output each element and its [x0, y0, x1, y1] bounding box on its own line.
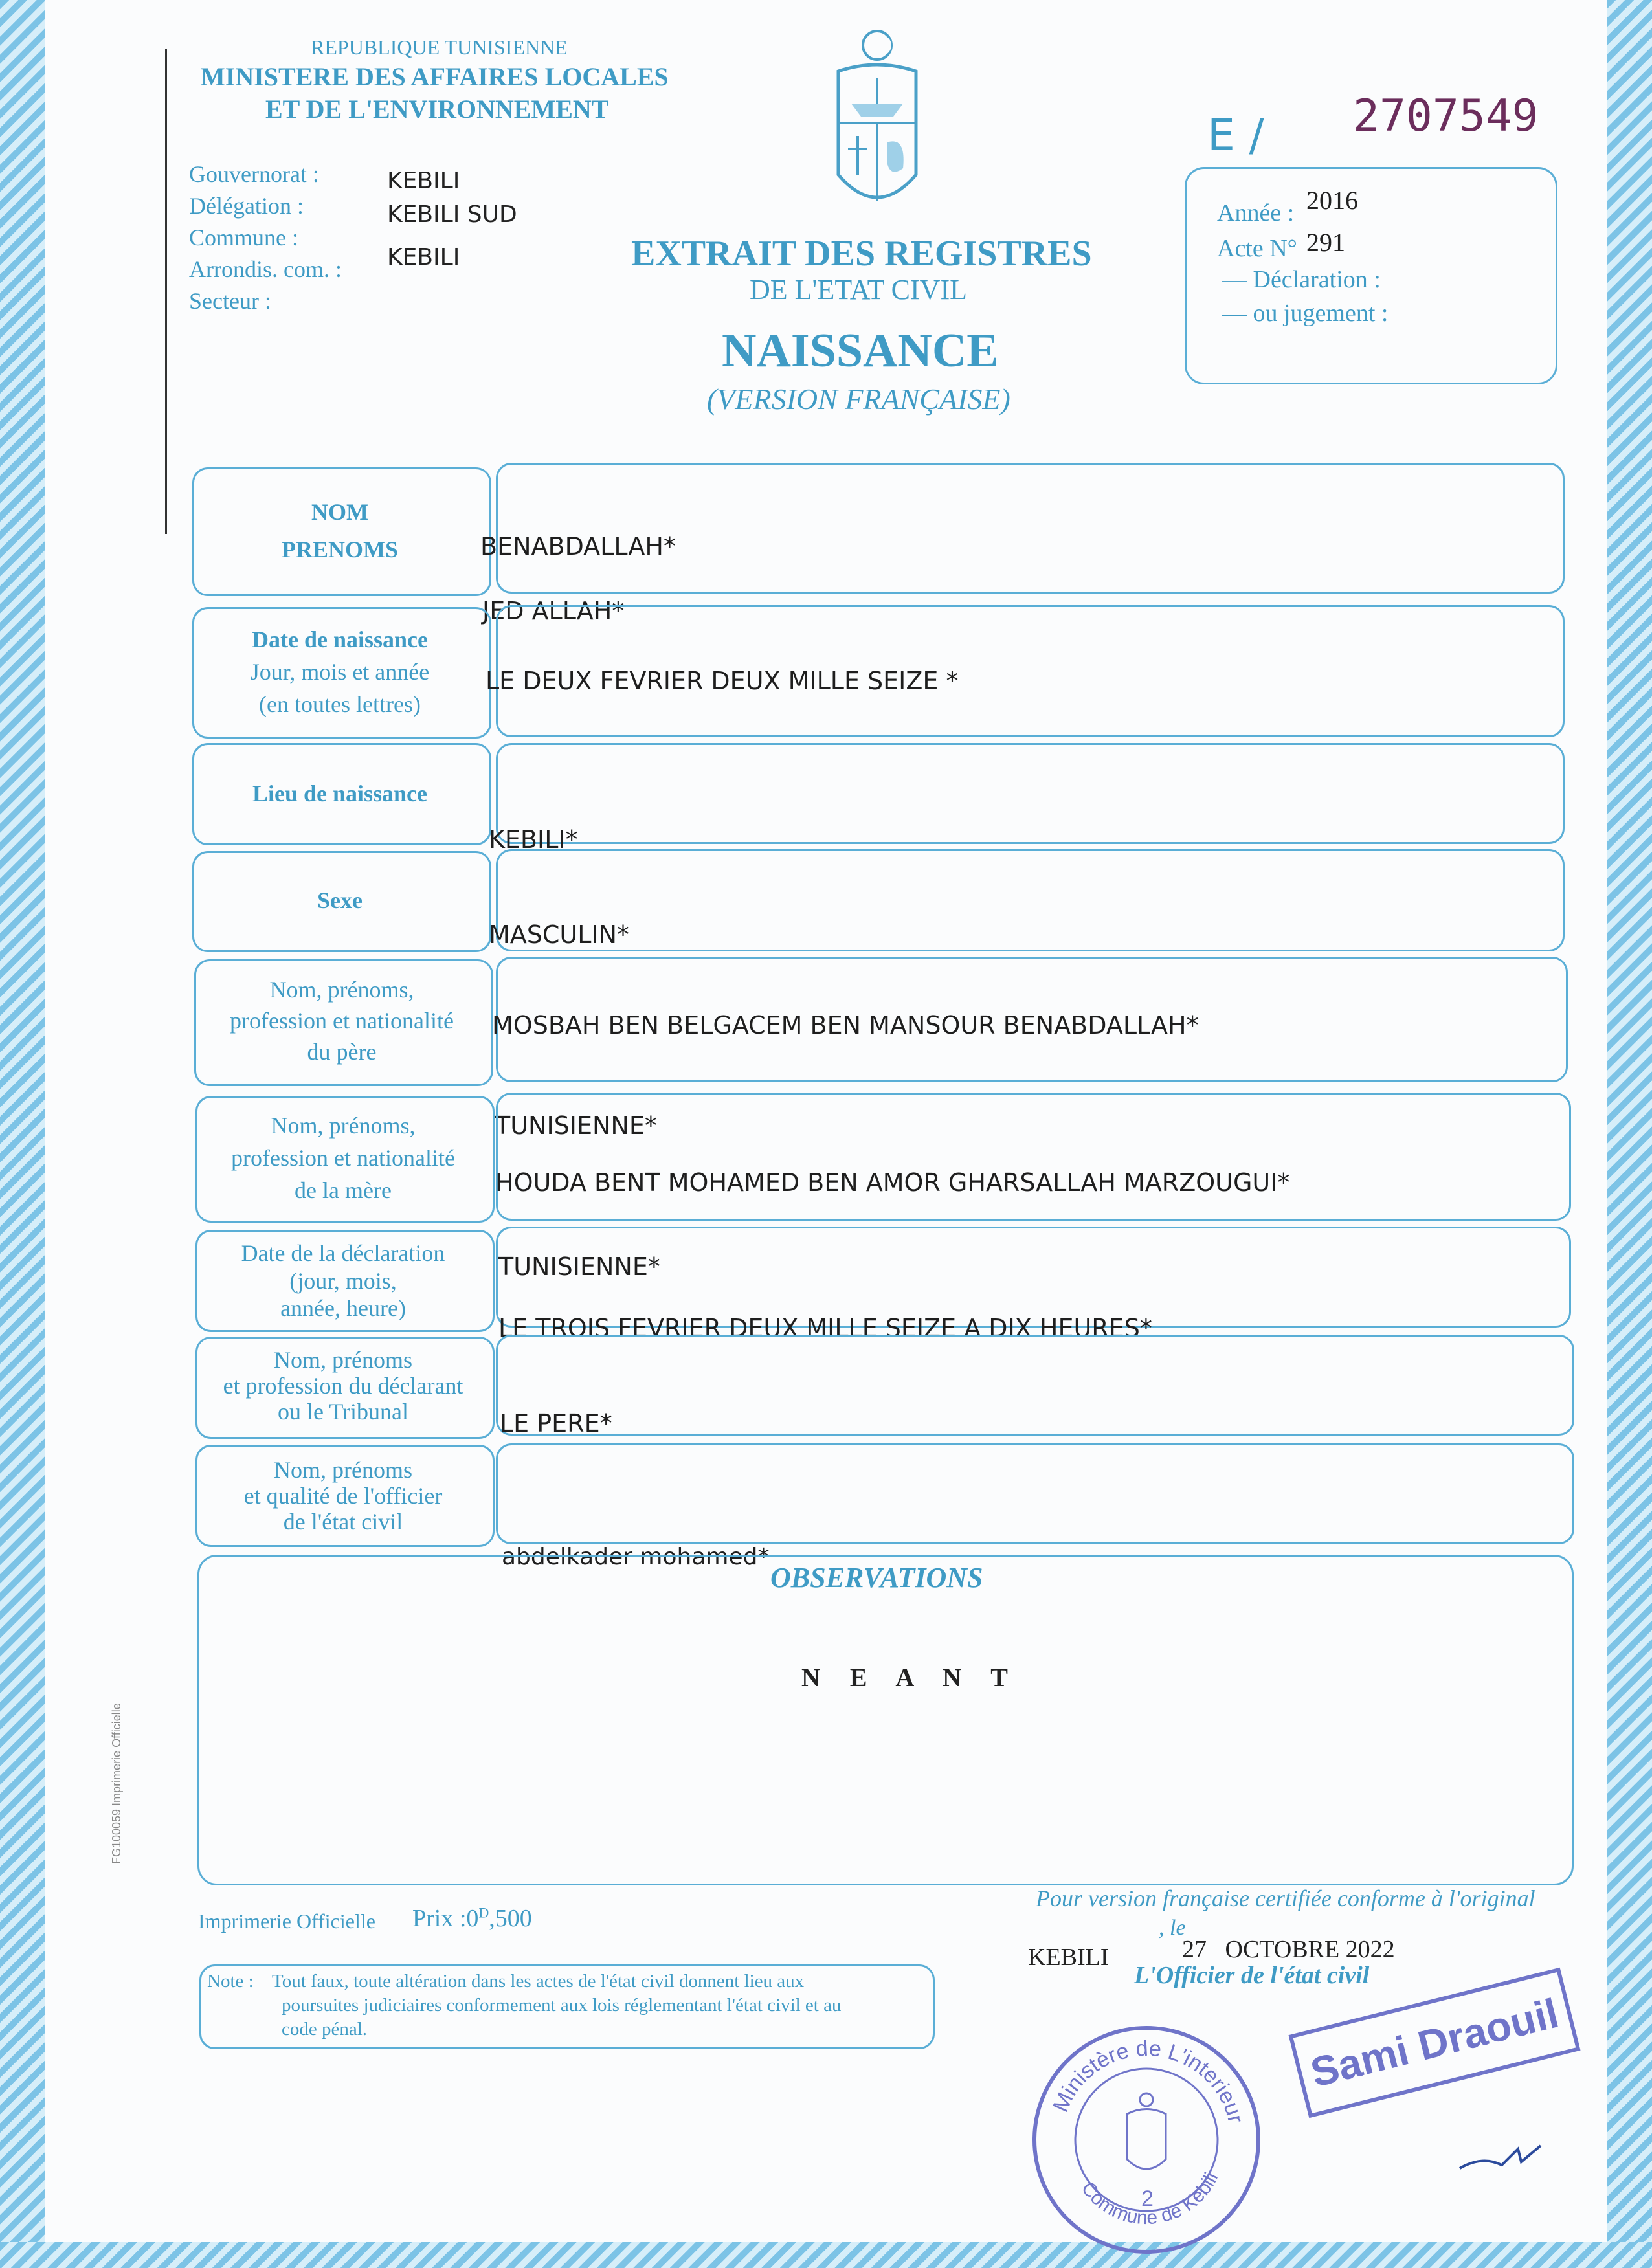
pere-nationalite: TUNISIENNE* — [495, 1111, 657, 1140]
officer-name-stamp — [1288, 1968, 1580, 2118]
serial-prefix: E / — [1207, 110, 1264, 161]
pere-label-3: du père — [307, 1039, 377, 1065]
header-divider-line — [165, 49, 167, 534]
certification-text: Pour version française certifiée conforme à l'original — [1036, 1885, 1535, 1911]
ministry-line2: ET DE L'ENVIRONNEMENT — [265, 94, 609, 124]
officier-label-1: Nom, prénoms — [274, 1457, 412, 1483]
observations-value: N E A N T — [801, 1663, 1020, 1692]
nom-value: BENABDALLAH* — [480, 532, 676, 561]
dob-value: LE DEUX FEVRIER DEUX MILLE SEIZE * — [486, 667, 959, 695]
handwritten-signature — [1457, 2129, 1554, 2181]
sexe-label: Sexe — [317, 887, 363, 913]
commune-label: Commune : — [189, 225, 298, 250]
mere-label-1: Nom, prénoms, — [271, 1113, 416, 1139]
arrondis-label: Arrondis. com. : — [189, 256, 342, 282]
dob-label-3: (en toutes lettres) — [259, 691, 421, 717]
observations-box — [197, 1555, 1574, 1885]
annee-label: Année : — [1217, 199, 1295, 227]
date-le-label: , le — [1159, 1916, 1186, 1940]
nom-value-box — [496, 463, 1565, 594]
imprimerie-label: Imprimerie Officielle — [198, 1909, 375, 1933]
decorative-border-left — [0, 0, 45, 2268]
officer-name-stamp-text: Sami Draouil — [1306, 1989, 1563, 2096]
republic-label: REPUBLIQUE TUNISIENNE — [311, 36, 568, 59]
declaration-date-label-3: année, heure) — [280, 1295, 406, 1321]
declaration-date-label-2: (jour, mois, — [289, 1268, 397, 1294]
prenoms-label: PRENOMS — [282, 537, 398, 562]
prix-end: ,500 — [489, 1905, 532, 1932]
lieu-value-box — [496, 743, 1565, 844]
title-line2: DE L'ETAT CIVIL — [750, 274, 967, 306]
serial-number: 2707549 — [1353, 91, 1539, 142]
declarant-value: LE PERE* — [500, 1409, 612, 1438]
officier-label-3: de l'état civil — [283, 1509, 403, 1535]
seal-bottom-text: Commune de Kebili — [1077, 2169, 1223, 2229]
note-text-3: code pénal. — [282, 2019, 368, 2040]
prix-superscript: D — [478, 1904, 489, 1921]
pere-label-1: Nom, prénoms, — [269, 977, 414, 1003]
side-printer-code: FG100059 Imprimerie Officielle — [110, 1703, 123, 1864]
gouvernorat-value: KEBILI — [387, 168, 460, 194]
mere-label-3: de la mère — [295, 1177, 392, 1203]
officier-label-2: et qualité de l'officier — [243, 1483, 443, 1509]
officier-value-box — [496, 1443, 1574, 1544]
annee-value: 2016 — [1306, 186, 1358, 215]
seal-top-text: Ministère de L'interieur — [1048, 2036, 1249, 2126]
issue-date: 27 OCTOBRE 2022 — [1182, 1936, 1395, 1963]
decorative-border-right — [1607, 0, 1652, 2268]
observations-label: OBSERVATIONS — [770, 1562, 983, 1594]
title-naissance: NAISSANCE — [722, 324, 999, 377]
secteur-label: Secteur : — [189, 288, 271, 314]
jugement-label: — ou jugement : — [1222, 300, 1389, 327]
gouvernorat-label: Gouvernorat : — [189, 161, 319, 187]
title-line1: EXTRAIT DES REGISTRES — [631, 234, 1092, 274]
prix-label — [412, 1904, 532, 1933]
note-label: Note : — [207, 1971, 254, 1992]
officer-title: L'Officier de l'état civil — [1134, 1962, 1370, 1989]
sexe-value: MASCULIN* — [489, 920, 630, 949]
mere-value: HOUDA BENT MOHAMED BEN AMOR GHARSALLAH MARZOUGUI* — [495, 1168, 1290, 1197]
nom-label-box — [192, 467, 491, 596]
mere-label-2: profession et nationalité — [231, 1145, 455, 1171]
decorative-border-bottom — [0, 2242, 1652, 2268]
note-text-2: poursuites judiciaires conformement aux lois réglementant l'état civil et au — [282, 1995, 842, 2016]
seal-number: 2 — [1141, 2186, 1154, 2211]
prenoms-value: JED ALLAH* — [482, 597, 625, 625]
svg-text:Ministère de L'interieur — [1048, 2036, 1248, 2126]
sexe-value-box — [496, 849, 1565, 951]
mere-value-box — [496, 1093, 1571, 1221]
title-version: (VERSION FRANÇAISE) — [707, 383, 1010, 416]
nom-label: NOM — [311, 499, 368, 525]
arrondis-value: KEBILI — [387, 244, 460, 271]
lieu-value: KEBILI* — [489, 825, 578, 854]
coat-of-arms-emblem — [812, 26, 942, 220]
declarant-label-1: Nom, prénoms — [274, 1347, 412, 1373]
declaration-date-value: LE TROIS FEVRIER DEUX MILLE SEIZE A DIX HEURES* — [498, 1314, 1152, 1342]
pere-label-2: profession et nationalité — [230, 1008, 454, 1034]
declaration-date-label-1: Date de la déclaration — [241, 1240, 445, 1266]
ministry-line1: MINISTERE DES AFFAIRES LOCALES — [201, 62, 669, 91]
delegation-value: KEBILI SUD — [387, 201, 517, 228]
mere-nationalite: TUNISIENNE* — [498, 1252, 660, 1281]
prix-text: Prix :0 — [412, 1905, 479, 1932]
delegation-label: Délégation : — [189, 193, 304, 219]
declaration-label: — Déclaration : — [1222, 266, 1381, 293]
acte-label: Acte N° — [1217, 235, 1297, 262]
acte-value: 291 — [1306, 228, 1345, 257]
official-round-seal — [1032, 2026, 1260, 2254]
declaration-value-box — [496, 1227, 1571, 1328]
declarant-value-box — [496, 1335, 1574, 1436]
issue-place: KEBILI — [1028, 1944, 1109, 1971]
lieu-label: Lieu de naissance — [252, 781, 428, 806]
officier-value: abdelkader mohamed* — [502, 1544, 770, 1570]
pere-value: MOSBAH BEN BELGACEM BEN MANSOUR BENABDALLAH* — [492, 1011, 1199, 1040]
declarant-label-3: ou le Tribunal — [277, 1399, 409, 1425]
declarant-label-2: et profession du déclarant — [223, 1373, 463, 1399]
note-text-1: Tout faux, toute altération dans les actes de l'état civil donnent lieu aux — [272, 1971, 805, 1992]
dob-label-2: Jour, mois et année — [250, 659, 430, 685]
dob-label-1: Date de naissance — [252, 627, 428, 652]
